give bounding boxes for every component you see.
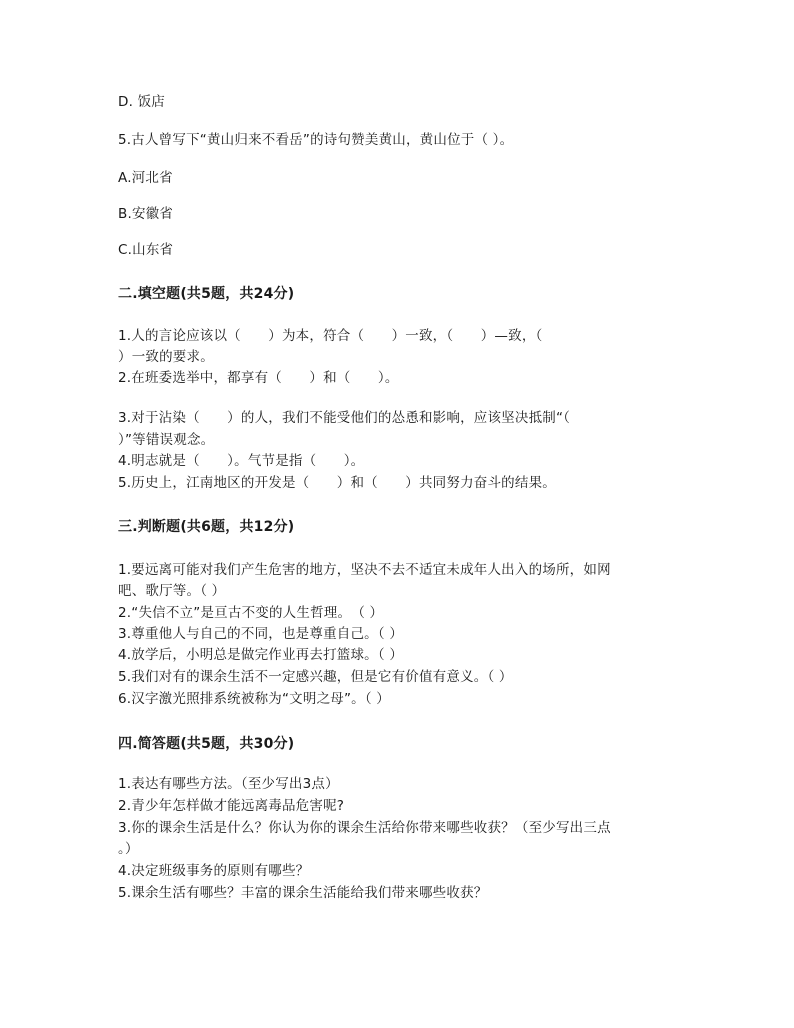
section-2-heading: 二.填空题(共5题，共24分)	[118, 286, 295, 302]
fill-item-3a: 3.对于沾染（ ）的人，我们不能受他们的怂恿和影响，应该坚决抵制“（	[118, 410, 571, 426]
short-item-2: 2.青少年怎样做才能远离毒品危害呢?	[118, 798, 345, 814]
fill-item-1a: 1.人的言论应该以（ ）为本，符合（ ）一致，（ ）—致，（	[118, 328, 543, 344]
option-d: D. 饭店	[118, 94, 165, 110]
judge-item-4: 4.放学后，小明总是做完作业再去打篮球。（ ）	[118, 647, 404, 663]
option-a: A.河北省	[118, 170, 173, 186]
judge-item-1a: 1.要远离可能对我们产生危害的地方，坚决不去不适宜未成年人出入的场所，如网	[118, 562, 611, 578]
option-b: B.安徽省	[118, 206, 174, 222]
fill-item-5: 5.历史上，江南地区的开发是（ ）和（ ）共同努力奋斗的结果。	[118, 475, 556, 491]
short-item-1: 1.表达有哪些方法。（至少写出3点）	[118, 776, 339, 792]
question-5-stem: 5.古人曾写下“黄山归来不看岳”的诗句赞美黄山，黄山位于（ ）。	[118, 132, 514, 148]
fill-item-3b: ）”等错误观念。	[118, 432, 215, 448]
option-c: C.山东省	[118, 242, 174, 258]
judge-item-1b: 吧、歌厅等。（ ）	[118, 583, 226, 599]
judge-item-6: 6.汉字激光照排系统被称为“文明之母”。（ ）	[118, 691, 391, 707]
fill-item-1b: ）一致的要求。	[118, 349, 214, 365]
fill-item-4: 4.明志就是（ ）。气节是指（ ）。	[118, 453, 365, 469]
section-3-heading: 三.判断题(共6题，共12分)	[118, 519, 295, 535]
section-4-heading: 四.简答题(共5题，共30分)	[118, 736, 295, 752]
short-item-3b: 。）	[118, 841, 139, 857]
judge-item-2: 2.“失信不立”是亘古不变的人生哲理。 （ ）	[118, 605, 384, 621]
judge-item-5: 5.我们对有的课余生活不一定感兴趣，但是它有价值有意义。（ ）	[118, 669, 513, 685]
fill-item-2: 2.在班委选举中，都享有（ ）和（ ）。	[118, 370, 399, 386]
short-item-4: 4.决定班级事务的原则有哪些？	[118, 863, 310, 879]
short-item-3a: 3.你的课余生活是什么？你认为你的课余生活给你带来哪些收获？（至少写出三点	[118, 820, 611, 836]
short-item-5: 5.课余生活有哪些？丰富的课余生活能给我们带来哪些收获？	[118, 885, 488, 901]
judge-item-3: 3.尊重他人与自己的不同，也是尊重自己。（ ）	[118, 626, 404, 642]
